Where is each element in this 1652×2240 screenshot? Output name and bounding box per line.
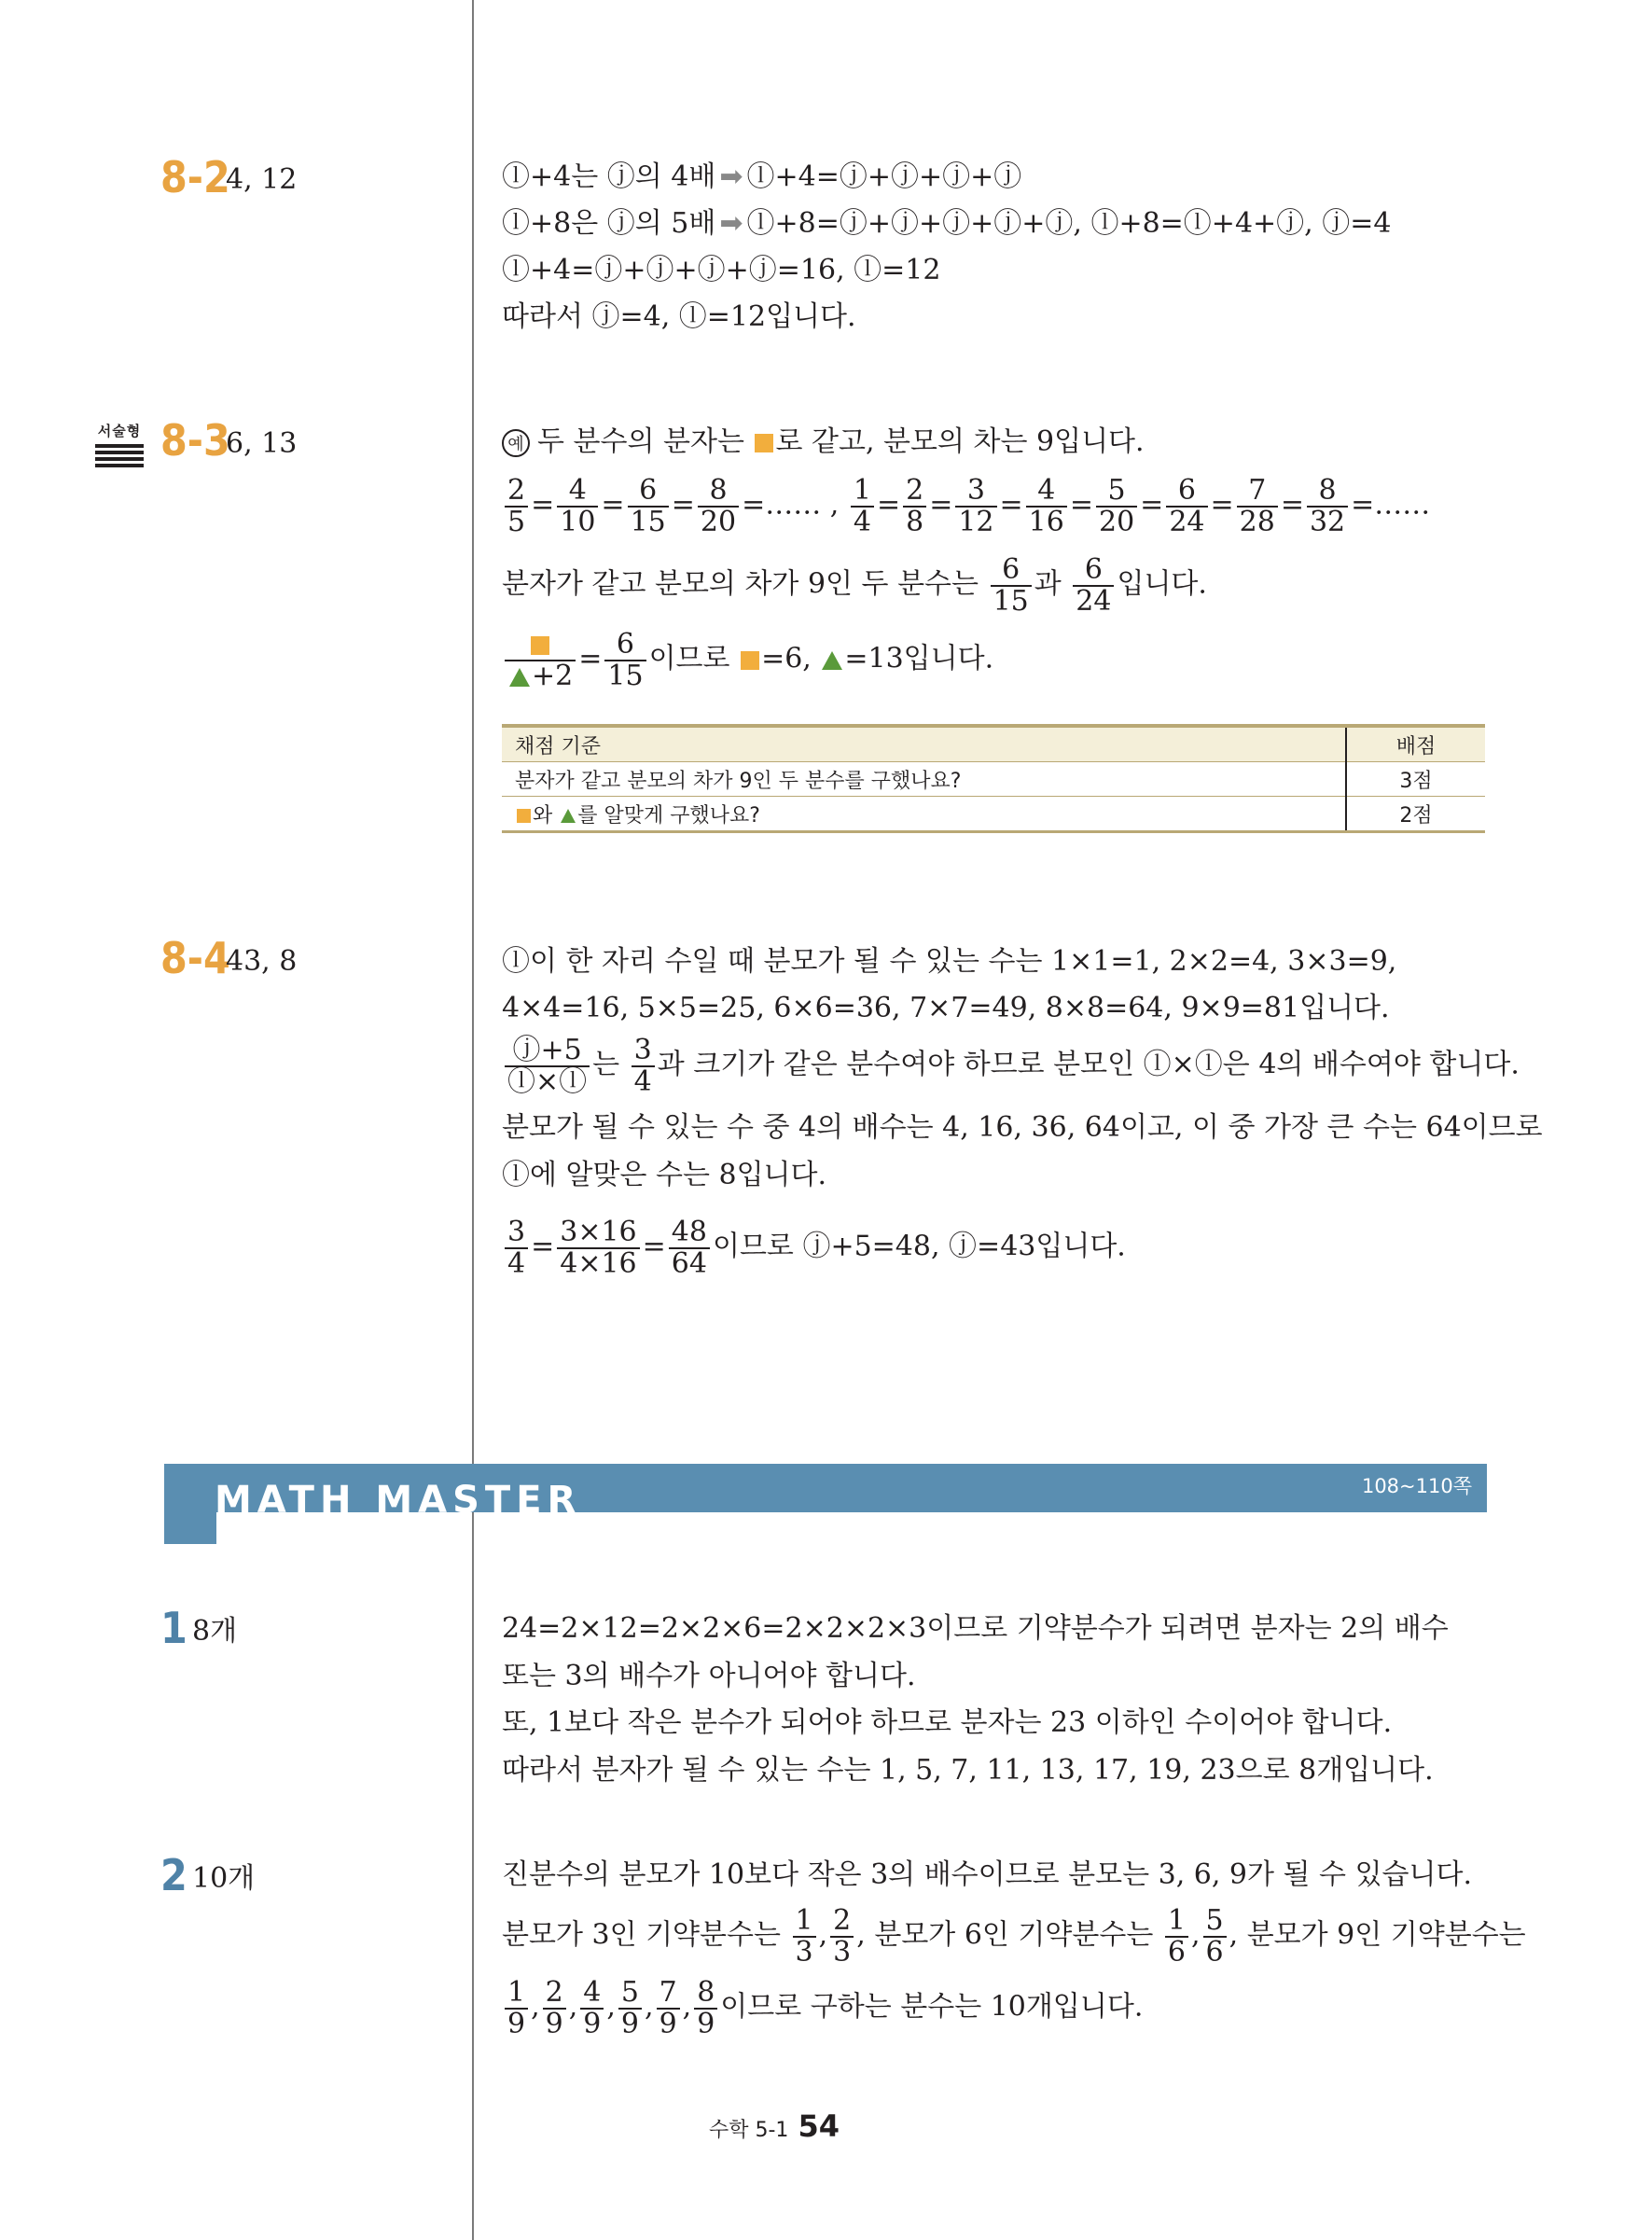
fraction: $\frac{5}{9}$: [618, 1978, 642, 2038]
text: 두 분수의 분자는: [537, 425, 744, 458]
text: 분모가 3인 기약분수는: [502, 1918, 781, 1952]
page-number: 54: [798, 2108, 840, 2144]
criteria-header: 채점 기준: [502, 726, 1346, 762]
fraction: $\frac{3}{12}$: [955, 476, 996, 536]
fraction: $\frac{2}{5}$: [505, 476, 528, 536]
fraction: $\frac{1}{4}$: [851, 476, 874, 536]
solution-mm-2-line-3: $\frac{1}{9}$ , $\frac{2}{9}$ , $\frac{4}{9}$ , $\frac{5}{9}$ , $\frac{7}{9}$ , $\frac{8}{9}$ 이므로 구하는 분수는 10개입니다.: [502, 1978, 1143, 2038]
fraction: $\frac{4}{16}$: [1026, 476, 1067, 536]
solution-mm-2-line-1: 진분수의 분모가 10보다 작은 3의 배수이므로 분모는 3, 6, 9가 될 수 있습니다.: [502, 1858, 1473, 1891]
square-icon: [755, 434, 773, 452]
answer-mm-1: 8개: [192, 1615, 238, 1648]
fraction: $\frac{5}{6}$: [1203, 1906, 1227, 1967]
text: 분모가 9인 기약분수는: [1246, 1918, 1526, 1952]
fraction: $\frac{1}{3}$: [793, 1906, 816, 1967]
scoring-table: [502, 724, 1485, 833]
square-icon: [531, 636, 549, 655]
solution-mm-1-line-1: 24=2×12=2×2×6=2×2×2×3이므로 기약분수가 되려면 분자는 2의 배수: [502, 1612, 1449, 1645]
criteria-cell: [502, 797, 1346, 832]
math-master-banner-tab: [164, 1464, 216, 1544]
fraction: $\frac{8}{32}$: [1307, 476, 1348, 536]
scoring-header-row: [502, 726, 1485, 762]
text: 이므로 ⓙ+5=48, ⓙ=43입니다.: [712, 1230, 1126, 1263]
fraction: $\frac{1}{6}$: [1165, 1906, 1188, 1967]
square-icon: [741, 651, 759, 670]
text: 이므로: [648, 642, 730, 675]
column-divider: [472, 0, 474, 2240]
solution-8-3-line-3: [502, 555, 1207, 616]
essay-type-badge: [91, 421, 147, 470]
text: 과 크기가 같은 분수여야 하므로 분모인 ⓛ×ⓛ은 4의 배수여야 합니다.: [657, 1048, 1520, 1081]
table-row: [502, 762, 1485, 797]
fraction: $\frac{3}{4}$: [632, 1036, 655, 1096]
text: 과: [1034, 567, 1062, 601]
text: 는: [592, 1048, 620, 1081]
solution-8-4-line-2: 4×4=16, 5×5=25, 6×6=36, 7×7=49, 8×8=64, 9×9=81입니다.: [502, 992, 1390, 1024]
solution-8-4-line-4: 분모가 될 수 있는 수 중 4의 배수는 4, 16, 36, 64이고, 이 중 가장 큰 수는 64이므로: [502, 1111, 1543, 1144]
text: 분모가 6인 기약분수는: [874, 1918, 1154, 1952]
fraction: $\frac{5}{20}$: [1096, 476, 1137, 536]
square-icon: [517, 809, 531, 823]
text: 를 알맞게 구했나요?: [577, 803, 760, 828]
text: ⓛ+8=ⓙ+ⓙ+ⓙ+ⓙ+ⓙ, ⓛ+8=ⓛ+4+ⓙ, ⓙ=4: [746, 207, 1392, 240]
fraction: $\frac{1}{9}$: [505, 1978, 528, 2038]
arrow-right-icon: ➡: [719, 160, 743, 193]
fraction: $\frac{2}{9}$: [543, 1978, 566, 2038]
arrow-right-icon: ➡: [719, 207, 743, 240]
answer-8-2: 4, 12: [226, 163, 298, 196]
fraction: $\frac{7}{9}$: [657, 1978, 680, 2038]
points-header: 배점: [1346, 726, 1485, 762]
fraction: $\frac{48}{64}$: [669, 1217, 710, 1278]
solution-8-3-fraction-sequence: $\frac{2}{5}$ = $\frac{4}{10}$ = $\frac{6}{15}$ = $\frac{8}{20}$ =…… , $\frac{1}{4}$ = $\frac{2}{8}$ = $\frac{3}{12}$ = $\frac{4}{16}$ = $\frac{5}{20}$ = $\frac{6}{24}$ = $\frac{7}{28}$ = $\frac{8}{32}$ =……: [502, 476, 1430, 536]
text: =13입니다.: [844, 642, 994, 675]
solution-8-2-line-4: 따라서 ⓙ=4, ⓛ=12입니다.: [502, 300, 856, 333]
fraction: $\frac{7}{28}$: [1237, 476, 1278, 536]
fraction: $\frac{6}{15}$: [628, 476, 669, 536]
text: 입니다.: [1117, 567, 1207, 601]
solution-mm-1-line-2: 또는 3의 배수가 아니어야 합니다.: [502, 1660, 916, 1692]
solution-8-3-line-1: [502, 425, 1145, 459]
solution-8-4-line-5: ⓛ에 알맞은 수는 8입니다.: [502, 1159, 827, 1191]
fraction: +2: [505, 630, 576, 690]
text: ⓛ+8은 ⓙ의 5배: [502, 207, 716, 240]
text: 와: [533, 803, 553, 828]
fraction: $\frac{3}{4}$: [505, 1217, 528, 1278]
ellipsis: ……: [1374, 488, 1431, 522]
fraction: $\frac{6}{15}$: [604, 630, 646, 690]
triangle-icon: [561, 809, 576, 823]
problem-number-8-2: 8-2: [160, 152, 230, 202]
fraction: $\frac{2}{8}$: [903, 476, 926, 536]
answer-8-3: 6, 13: [226, 427, 298, 460]
solution-mm-1-line-3: 또, 1보다 작은 분수가 되어야 하므로 분자는 23 이하인 수이어야 합니다.: [502, 1706, 1393, 1739]
fraction: $\frac{3\times 16}{4\times 16}$: [557, 1217, 639, 1278]
fraction: $\frac{6}{24}$: [1073, 555, 1114, 616]
points-cell: 2점: [1346, 797, 1485, 832]
section-pages: 108~110쪽: [1361, 1475, 1472, 1497]
fraction: $\frac{2}{3}$: [830, 1906, 854, 1967]
solution-8-2-line-2: [502, 207, 1391, 241]
solution-8-2-line-3: ⓛ+4=ⓙ+ⓙ+ⓙ+ⓙ=16, ⓛ=12: [502, 254, 941, 286]
solution-8-4-line-6: $\frac{3}{4}$ = $\frac{3\times 16}{4\times 16}$ = $\frac{48}{64}$ 이므로 ⓙ+5=48, ⓙ=43입니다.: [502, 1217, 1126, 1278]
ellipsis: ……: [765, 488, 822, 522]
solution-mm-1-line-4: 따라서 분자가 될 수 있는 수는 1, 5, 7, 11, 13, 17, 19, 23으로 8개입니다.: [502, 1754, 1434, 1787]
solution-8-4-line-3: [502, 1036, 1520, 1096]
text: =6,: [761, 642, 812, 675]
answer-8-4: 43, 8: [226, 945, 298, 978]
section-title: MATH MASTER: [215, 1479, 582, 1522]
page-footer: [709, 2108, 840, 2144]
fraction: $\frac{4}{10}$: [557, 476, 598, 536]
fraction: $\frac{ⓙ+5}{ⓛ\timesⓛ}$: [505, 1036, 590, 1096]
criteria-cell: 분자가 같고 분모의 차가 9인 두 분수를 구했나요?: [502, 762, 1346, 797]
problem-number-8-4: 8-4: [160, 933, 230, 983]
solution-mm-2-line-2: 분모가 3인 기약분수는 $\frac{1}{3}$ , $\frac{2}{3}$ , 분모가 6인 기약분수는 $\frac{1}{6}$ , $\frac{5}{6}$ , 분모가 9인 기약분수는: [502, 1904, 1526, 1969]
fraction: $\frac{6}{24}$: [1166, 476, 1207, 536]
separator: ,: [829, 488, 840, 522]
triangle-icon: [509, 668, 530, 687]
problem-number-8-3: 8-3: [160, 415, 230, 466]
fraction: $\frac{8}{9}$: [694, 1978, 717, 2038]
text: 로 같고, 분모의 차는 9입니다.: [775, 425, 1145, 458]
text: ⓛ+4=ⓙ+ⓙ+ⓙ+ⓙ: [746, 160, 1022, 193]
lines-icon: [91, 444, 147, 467]
example-mark-icon: 예: [502, 429, 530, 457]
problem-number-mm-2: 2: [160, 1850, 187, 1900]
triangle-icon: [822, 651, 842, 670]
text: 분자가 같고 분모의 차가 9인 두 분수는: [502, 567, 979, 601]
fraction: $\frac{8}{20}$: [698, 476, 739, 536]
text: 이므로 구하는 분수는 10개입니다.: [720, 1990, 1144, 2024]
text: ⓛ+4는 ⓙ의 4배: [502, 160, 716, 193]
solution-8-3-line-4: +2 = $\frac{6}{15}$ 이므로 =6, =13입니다.: [502, 630, 993, 690]
book-title: 수학 5-1: [709, 2119, 789, 2142]
table-row: [502, 797, 1485, 832]
fraction: $\frac{4}{9}$: [580, 1978, 604, 2038]
fraction: $\frac{6}{15}$: [991, 555, 1032, 616]
problem-number-mm-1: 1: [160, 1603, 187, 1653]
answer-mm-2: 10개: [192, 1862, 256, 1895]
solution-8-2-line-1: [502, 160, 1021, 194]
solution-8-4-line-1: ⓛ이 한 자리 수일 때 분모가 될 수 있는 수는 1×1=1, 2×2=4, 3×3=9,: [502, 945, 1397, 978]
points-cell: 3점: [1346, 762, 1485, 797]
essay-label: 서술형: [97, 423, 142, 439]
